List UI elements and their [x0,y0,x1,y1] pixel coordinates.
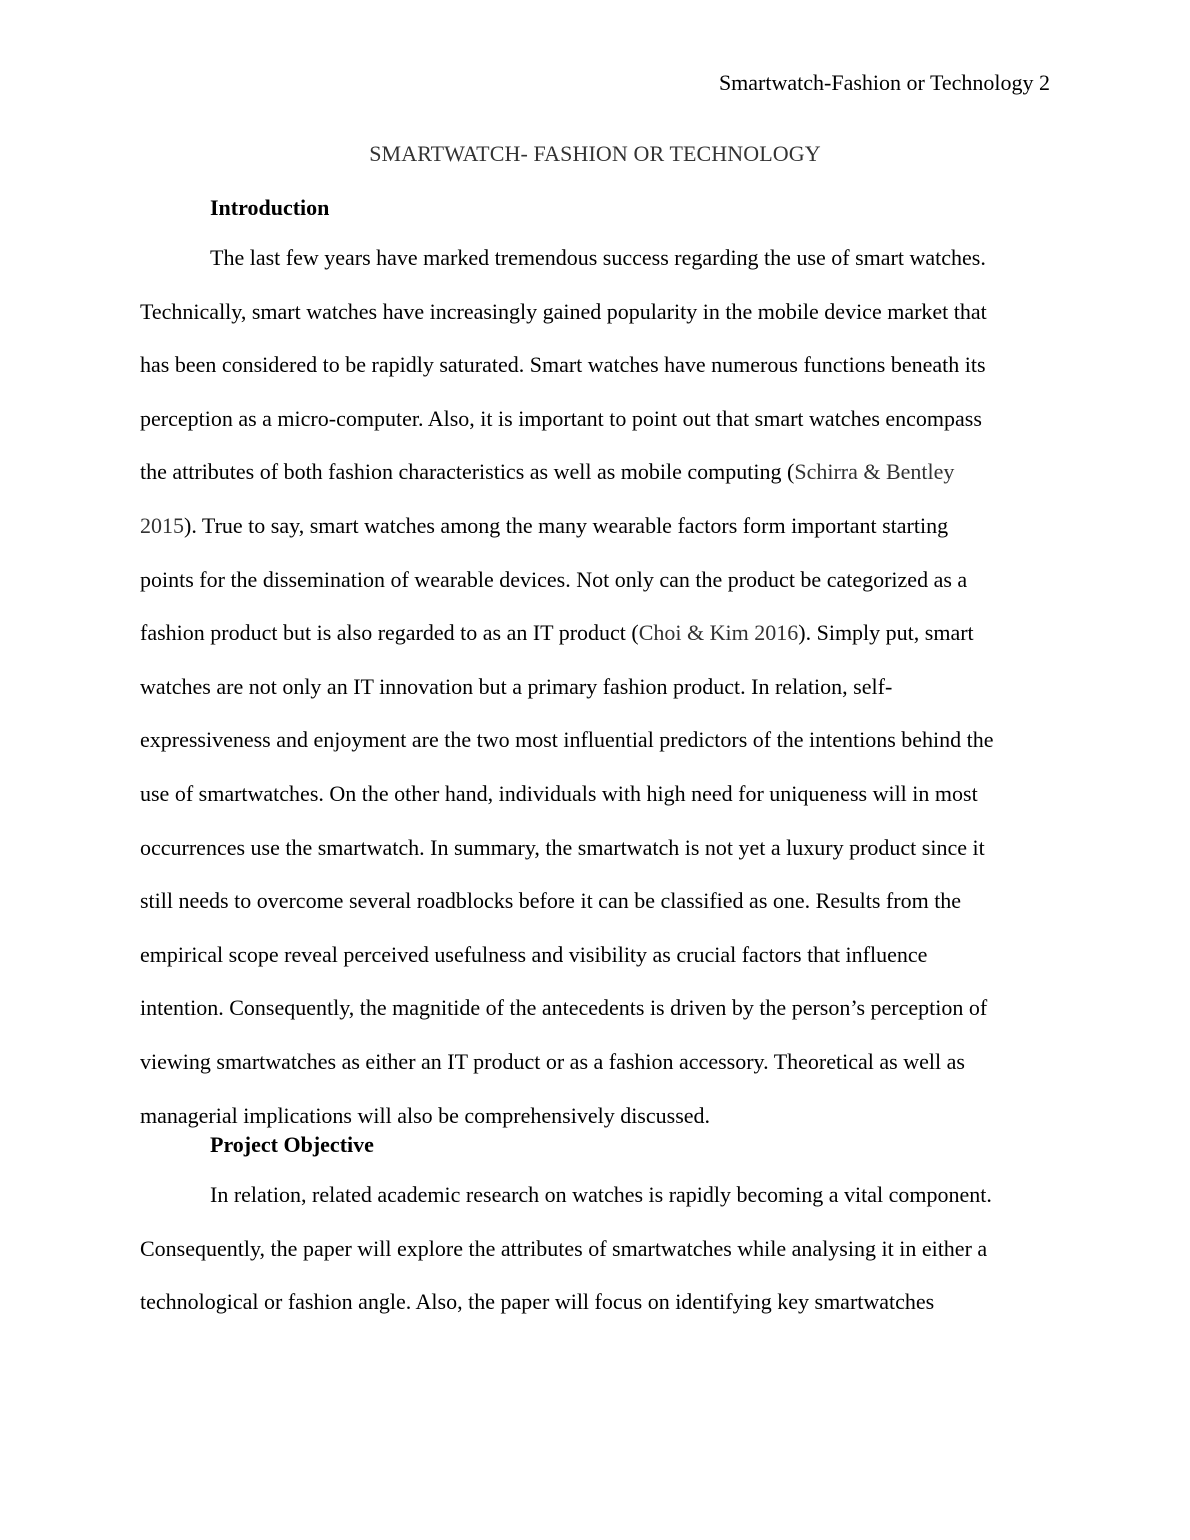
project-objective-paragraph [140,1168,1050,1329]
document-body [140,193,1050,1329]
paragraph-line: still needs to overcome several roadblocks before it can be classified as one. Results from the [140,888,962,914]
paragraph-line [140,499,1050,553]
paragraph-line: managerial implications will also be comprehensively discussed. [140,1102,711,1128]
section-heading-project-objective: Project Objective [210,1132,374,1158]
paragraph-line: intention. Consequently, the magnitide of the antecedents is driven by the person’s perception of [140,995,988,1021]
paragraph-line: The last few years have marked tremendous success regarding the use of smart watches. [210,245,986,270]
paragraph-line: perception as a micro-computer. Also, it is important to point out that smart watches encompass [140,405,982,431]
paragraph-line: use of smartwatches. On the other hand, individuals with high need for uniqueness will in most [140,780,978,806]
paragraph-line: occurrences use the smartwatch. In summary, the smartwatch is not yet a luxury product since it [140,834,985,860]
citation-choi-kim: Choi & Kim 2016 [638,620,799,646]
line-text: the attributes of both fashion characteristics as well as mobile computing ( [140,459,795,485]
introduction-paragraph [140,231,1050,1142]
paragraph-line: empirical scope reveal perceived usefulness and visibility as crucial factors that influence [140,941,928,967]
running-head: Smartwatch-Fashion or Technology 2 [718,70,1050,95]
line-text: fashion product but is also regarded to as an IT product ( [140,620,639,646]
paragraph-line: has been considered to be rapidly saturated. Smart watches have numerous functions beneath its [140,352,986,378]
paragraph-line: points for the dissemination of wearable devices. Not only can the product be categorized as a [140,566,968,592]
paragraph-line: technological or fashion angle. Also, the paper will focus on identifying key smartwatches [140,1289,935,1315]
line-text: ). True to say, smart watches among the many wearable factors form important starting [184,512,949,538]
paragraph-line: watches are not only an IT innovation but a primary fashion product. In relation, self- [140,673,893,699]
paragraph-line: Technically, smart watches have increasingly gained popularity in the mobile device market that [140,298,987,324]
line-text: ). Simply put, smart [798,620,974,646]
paragraph-line: viewing smartwatches as either an IT product or as a fashion accessory. Theoretical as well as [140,1048,965,1074]
paragraph-line [140,445,1050,499]
citation-year: 2015 [140,512,184,538]
paragraph-line: In relation, related academic research on watches is rapidly becoming a vital component. [210,1182,992,1208]
paragraph-line [140,606,1050,660]
paragraph-line: expressiveness and enjoyment are the two most influential predictors of the intentions behind the [140,727,994,753]
citation-schirra-bentley: Schirra & Bentley [794,459,955,485]
section-heading-introduction: Introduction [210,195,330,220]
document-title: SMARTWATCH- FASHION OR TECHNOLOGY [369,141,821,166]
paragraph-line: Consequently, the paper will explore the attributes of smartwatches while analysing it in either a [140,1235,988,1261]
